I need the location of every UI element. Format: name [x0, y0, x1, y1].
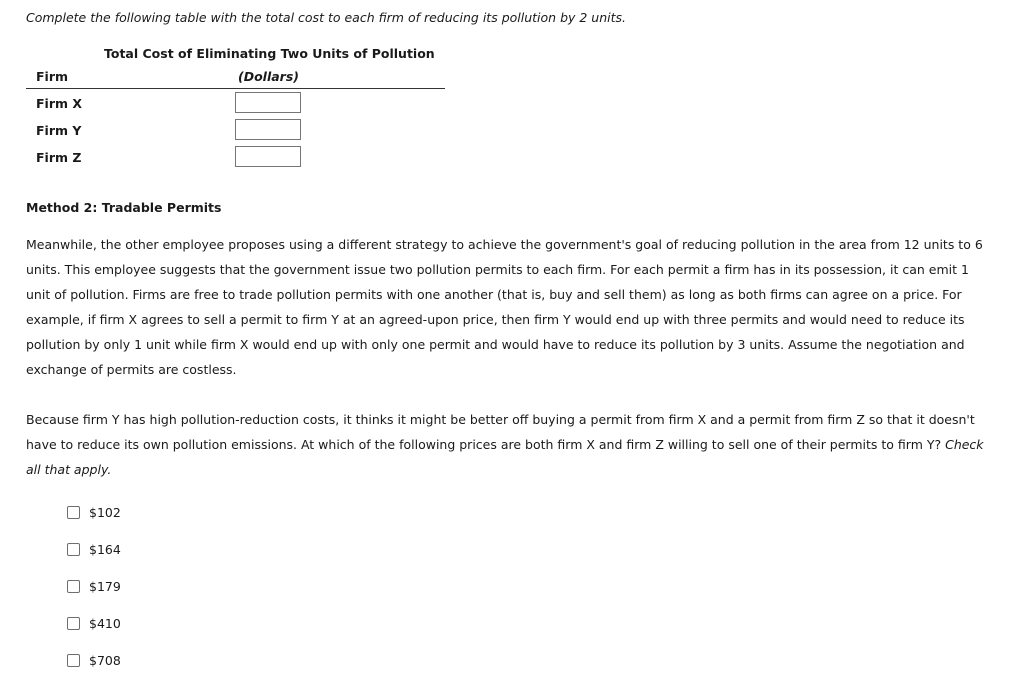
checkbox[interactable]: [67, 617, 80, 630]
cost-input-firm-z[interactable]: [235, 146, 301, 167]
option-410[interactable]: [67, 613, 121, 633]
option-164[interactable]: [67, 539, 121, 559]
row-label-firm-x: Firm X: [36, 96, 83, 111]
checkbox[interactable]: [67, 580, 80, 593]
cost-input-firm-x[interactable]: [235, 92, 301, 113]
option-label: $410: [89, 615, 121, 631]
checkbox[interactable]: [67, 543, 80, 556]
option-label: $164: [89, 541, 121, 557]
cost-column-header: (Dollars): [238, 69, 299, 84]
method-heading: Method 2: Tradable Permits: [26, 200, 222, 215]
checkbox[interactable]: [67, 654, 80, 667]
table-title: Total Cost of Eliminating Two Units of Pollution: [104, 46, 435, 61]
row-label-firm-y: Firm Y: [36, 123, 82, 138]
row-label-firm-z: Firm Z: [36, 150, 82, 165]
paragraph-question: [26, 407, 986, 482]
table-header-divider: [26, 88, 445, 89]
check-all-note: Check all that apply.: [26, 437, 984, 477]
option-label: $102: [89, 504, 121, 520]
instruction-text: Complete the following table with the total cost to each firm of reducing its pollution by 2 units.: [26, 10, 626, 25]
question-text: Because firm Y has high pollution-reduction costs, it thinks it might be better off buying a permit from firm X and a permit from firm Z so that it doesn't have to reduce its own pollution emissions. At which of the following prices are both firm X and firm Z willing to sell one of their permits to firm Y?: [26, 412, 975, 452]
cost-input-firm-y[interactable]: [235, 119, 301, 140]
firm-column-header: Firm: [36, 69, 69, 84]
paragraph-tradable-permits: Meanwhile, the other employee proposes using a different strategy to achieve the government's goal of reducing pollution in the area from 12 units to 6 units. This employee suggests that the government issue two pollution permits to each firm. For each permit a firm has in its possession, it can emit 1 unit of pollution. Firms are free to trade pollution permits with one another (that is, buy and sell them) as long as both firms can agree on a price. For example, if firm X agrees to sell a permit to firm Y at an agreed-upon price, then firm Y would end up with three permits and would need to reduce its pollution by only 1 unit while firm X would end up with only one permit and would have to reduce its pollution by 3 units. Assume the negotiation and exchange of permits are costless.: [26, 237, 983, 377]
option-102[interactable]: [67, 502, 121, 522]
option-label: $179: [89, 578, 121, 594]
option-708[interactable]: [67, 650, 121, 670]
option-179[interactable]: [67, 576, 121, 596]
checkbox[interactable]: [67, 506, 80, 519]
option-label: $708: [89, 652, 121, 668]
